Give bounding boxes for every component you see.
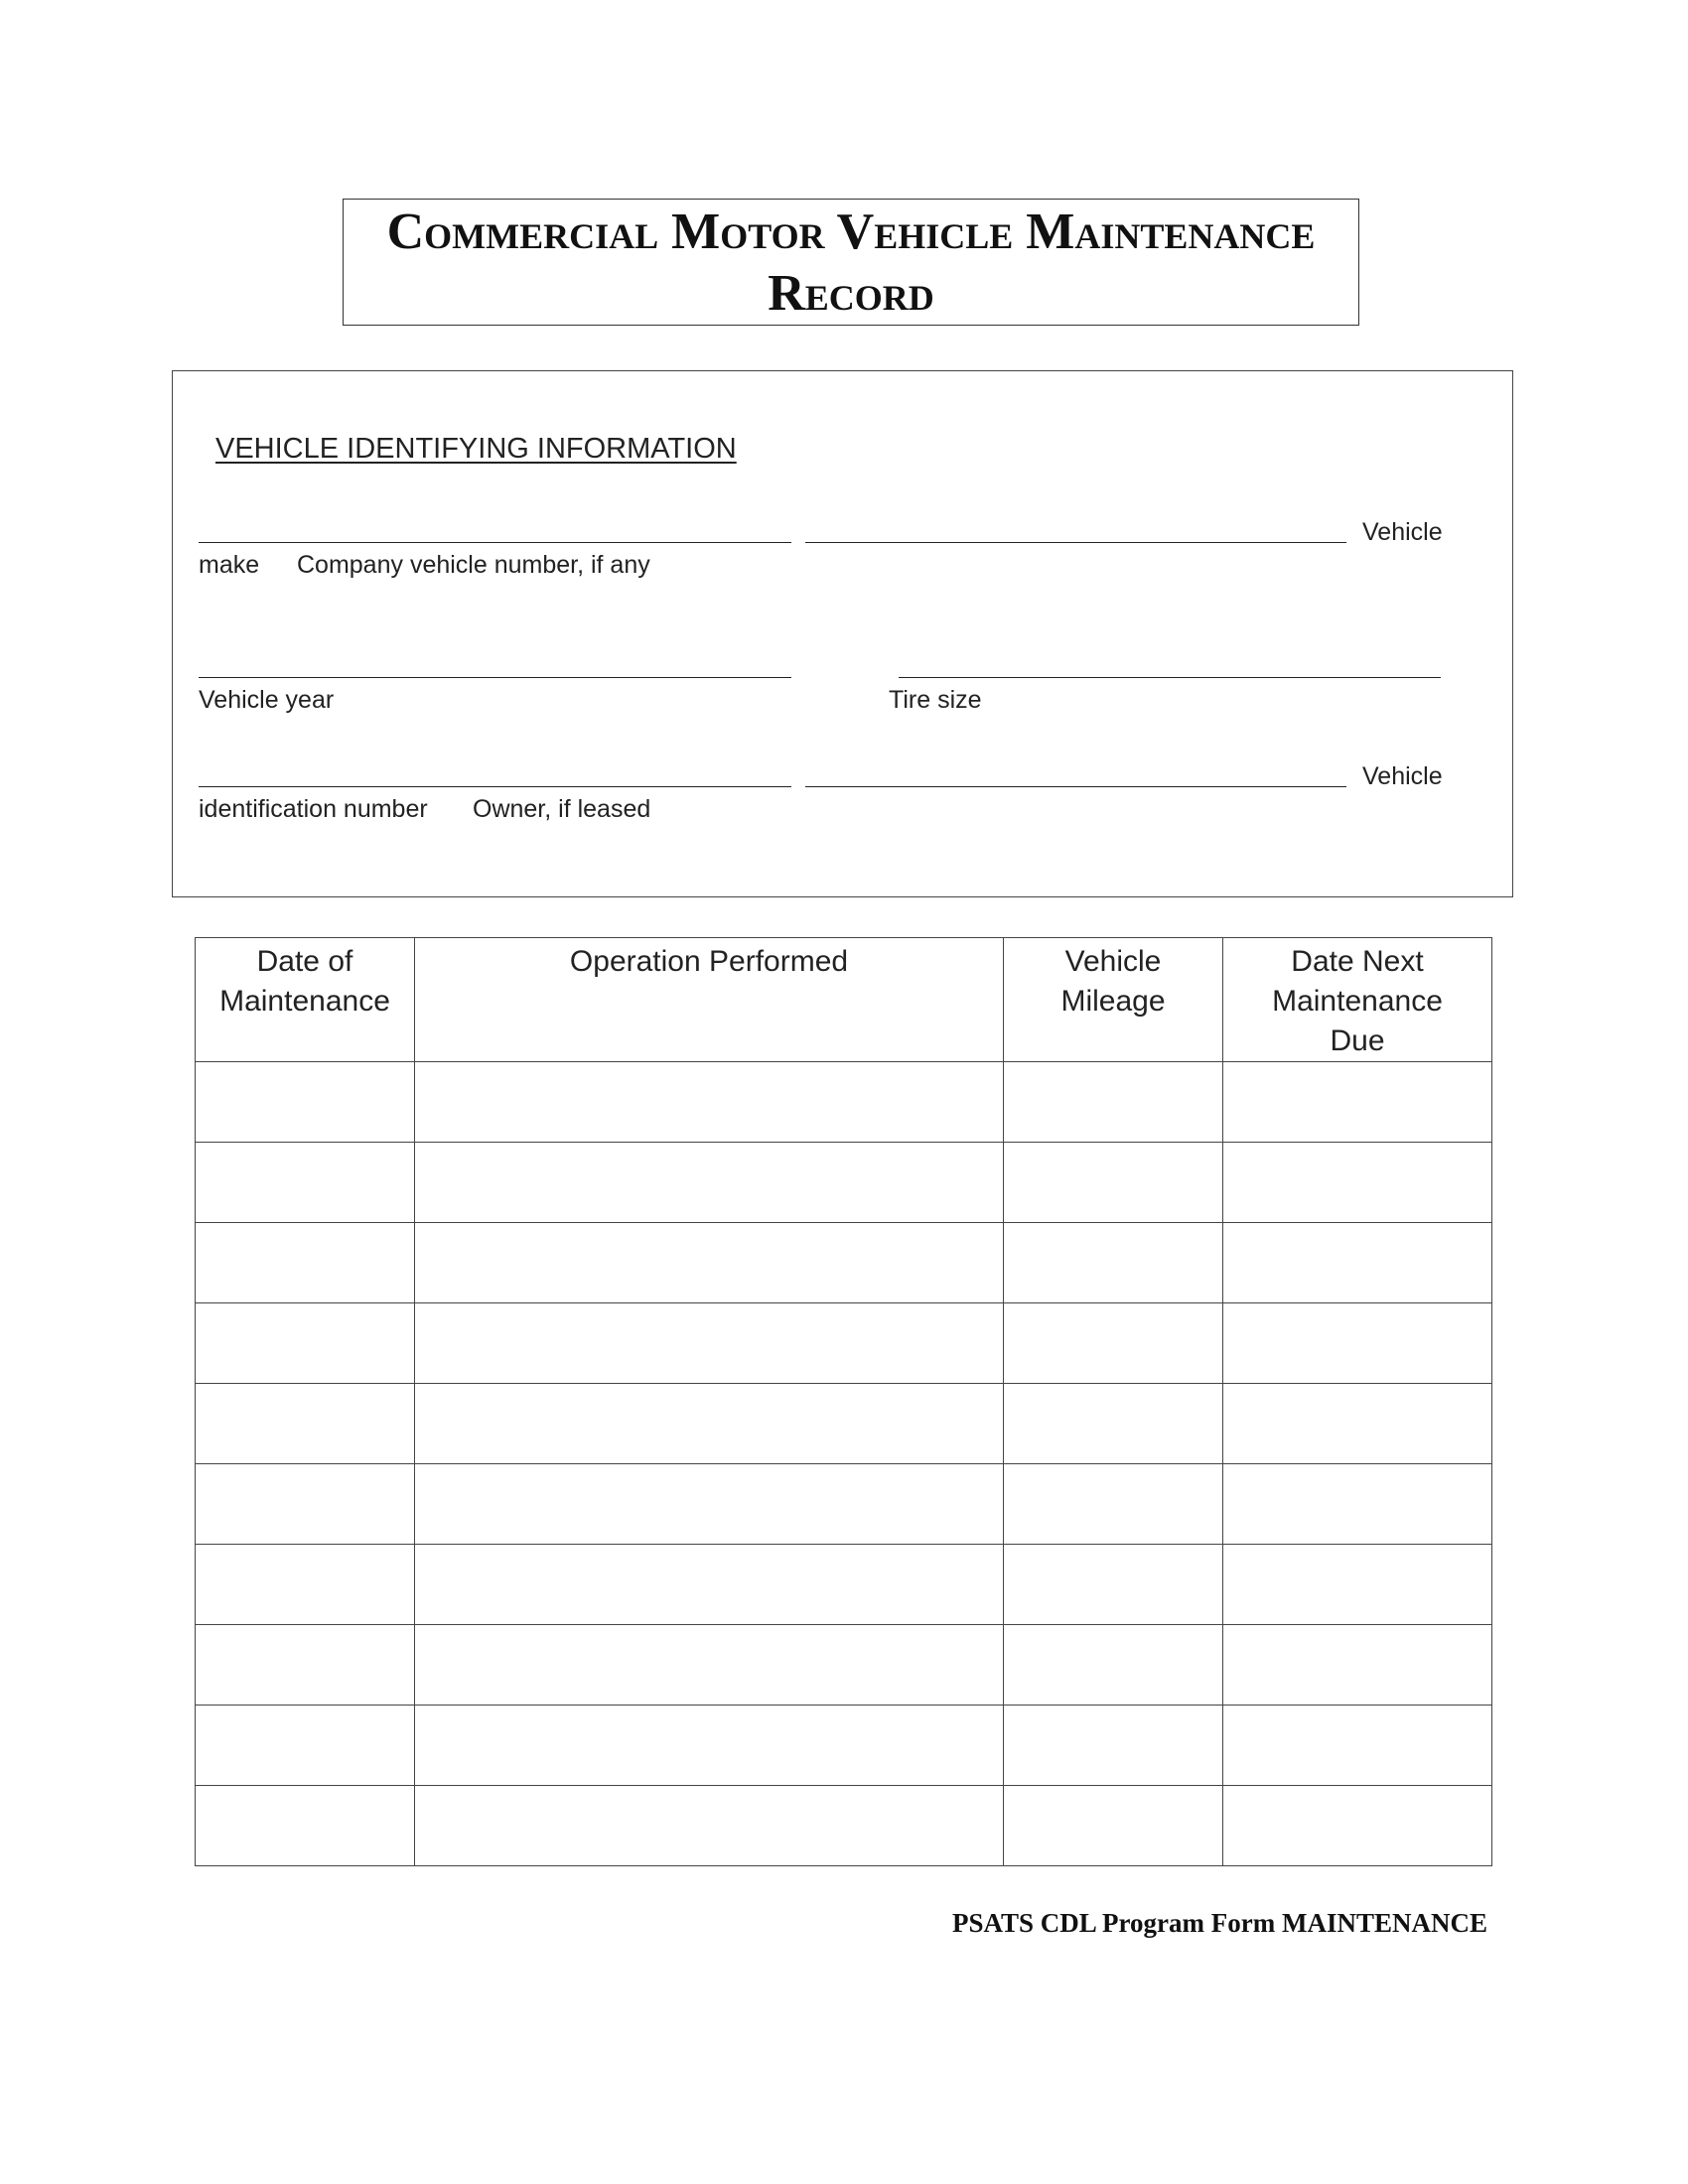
owner-if-leased-label: Owner, if leased <box>473 795 651 823</box>
column-header-text: Vehicle <box>1064 945 1162 978</box>
vehicle-info-section <box>172 370 1513 897</box>
date-of-maintenance-cell[interactable] <box>196 1223 415 1303</box>
operation-performed-cell[interactable] <box>415 1625 1004 1706</box>
table-row <box>196 1625 1492 1706</box>
vehicle-mileage-cell[interactable] <box>1004 1706 1223 1786</box>
date-next-maintenance-due-cell[interactable] <box>1223 1786 1492 1866</box>
table-row <box>196 1062 1492 1143</box>
form-title-line-2: Record <box>768 265 934 322</box>
vehicle-mileage-cell[interactable] <box>1004 1786 1223 1866</box>
date-of-maintenance-cell[interactable] <box>196 1303 415 1384</box>
vehicle-mileage-cell[interactable] <box>1004 1545 1223 1625</box>
date-next-maintenance-due-cell[interactable] <box>1223 1303 1492 1384</box>
vehicle-mileage-cell[interactable] <box>1004 1625 1223 1706</box>
vehicle-year-label: Vehicle year <box>199 686 335 714</box>
operation-performed-cell[interactable] <box>415 1545 1004 1625</box>
date-of-maintenance-cell[interactable] <box>196 1706 415 1786</box>
date-of-maintenance-cell[interactable] <box>196 1464 415 1545</box>
vehicle-mileage-cell[interactable] <box>1004 1062 1223 1143</box>
date-next-maintenance-due-cell[interactable] <box>1223 1062 1492 1143</box>
tire-size-field[interactable] <box>899 677 1441 678</box>
column-header-vehicle-mileage <box>1004 938 1223 1062</box>
maintenance-table-body <box>196 1062 1492 1866</box>
vehicle-identification-number-field[interactable] <box>199 786 791 787</box>
column-header-text: Due <box>1330 1024 1385 1057</box>
form-title-line-1: Commercial Motor Vehicle Maintenance <box>386 204 1316 260</box>
column-header-date-of-maintenance <box>196 938 415 1062</box>
vehicle-year-field[interactable] <box>199 677 791 678</box>
table-row <box>196 1545 1492 1625</box>
date-of-maintenance-cell[interactable] <box>196 1143 415 1223</box>
table-header-row <box>196 938 1492 1062</box>
date-of-maintenance-cell[interactable] <box>196 1384 415 1464</box>
date-next-maintenance-due-cell[interactable] <box>1223 1223 1492 1303</box>
vin-label-end: identification number <box>199 795 428 823</box>
vehicle-mileage-cell[interactable] <box>1004 1223 1223 1303</box>
table-row <box>196 1143 1492 1223</box>
vehicle-mileage-cell[interactable] <box>1004 1303 1223 1384</box>
company-vehicle-number-label: Company vehicle number, if any <box>297 551 650 579</box>
date-of-maintenance-cell[interactable] <box>196 1786 415 1866</box>
company-vehicle-number-field[interactable] <box>805 542 1346 543</box>
vehicle-make-field[interactable] <box>199 542 791 543</box>
date-next-maintenance-due-cell[interactable] <box>1223 1464 1492 1545</box>
table-row <box>196 1464 1492 1545</box>
column-header-text: Date Next <box>1291 945 1424 978</box>
vehicle-mileage-cell[interactable] <box>1004 1143 1223 1223</box>
column-header-text: Maintenance <box>219 985 390 1018</box>
table-row <box>196 1303 1492 1384</box>
operation-performed-cell[interactable] <box>415 1384 1004 1464</box>
table-row <box>196 1706 1492 1786</box>
date-of-maintenance-cell[interactable] <box>196 1545 415 1625</box>
date-of-maintenance-cell[interactable] <box>196 1625 415 1706</box>
column-header-text: Date of <box>256 945 353 978</box>
form-footer: PSATS CDL Program Form MAINTENANCE <box>952 1908 1487 1938</box>
vehicle-make-label-end: make <box>199 551 260 579</box>
date-of-maintenance-cell[interactable] <box>196 1062 415 1143</box>
table-row <box>196 1384 1492 1464</box>
operation-performed-cell[interactable] <box>415 1062 1004 1143</box>
table-row <box>196 1223 1492 1303</box>
date-next-maintenance-due-cell[interactable] <box>1223 1143 1492 1223</box>
vehicle-mileage-cell[interactable] <box>1004 1464 1223 1545</box>
maintenance-table <box>195 937 1492 1866</box>
date-next-maintenance-due-cell[interactable] <box>1223 1384 1492 1464</box>
tire-size-label: Tire size <box>889 686 982 714</box>
operation-performed-cell[interactable] <box>415 1143 1004 1223</box>
vehicle-make-label-start: Vehicle <box>1362 518 1443 546</box>
operation-performed-cell[interactable] <box>415 1464 1004 1545</box>
vin-label-start: Vehicle <box>1362 762 1443 790</box>
operation-performed-cell[interactable] <box>415 1303 1004 1384</box>
column-header-operation-performed <box>415 938 1004 1062</box>
date-next-maintenance-due-cell[interactable] <box>1223 1706 1492 1786</box>
column-header-date-next-maintenance-due <box>1223 938 1492 1062</box>
vehicle-mileage-cell[interactable] <box>1004 1384 1223 1464</box>
table-row <box>196 1786 1492 1866</box>
operation-performed-cell[interactable] <box>415 1223 1004 1303</box>
date-next-maintenance-due-cell[interactable] <box>1223 1625 1492 1706</box>
column-header-text: Mileage <box>1060 985 1166 1018</box>
vehicle-info-heading: VEHICLE IDENTIFYING INFORMATION <box>215 433 737 465</box>
form-title <box>343 199 1359 326</box>
column-header-text: Maintenance <box>1272 985 1443 1018</box>
column-header-text: Operation Performed <box>569 945 849 978</box>
operation-performed-cell[interactable] <box>415 1706 1004 1786</box>
owner-if-leased-field[interactable] <box>805 786 1346 787</box>
operation-performed-cell[interactable] <box>415 1786 1004 1866</box>
date-next-maintenance-due-cell[interactable] <box>1223 1545 1492 1625</box>
